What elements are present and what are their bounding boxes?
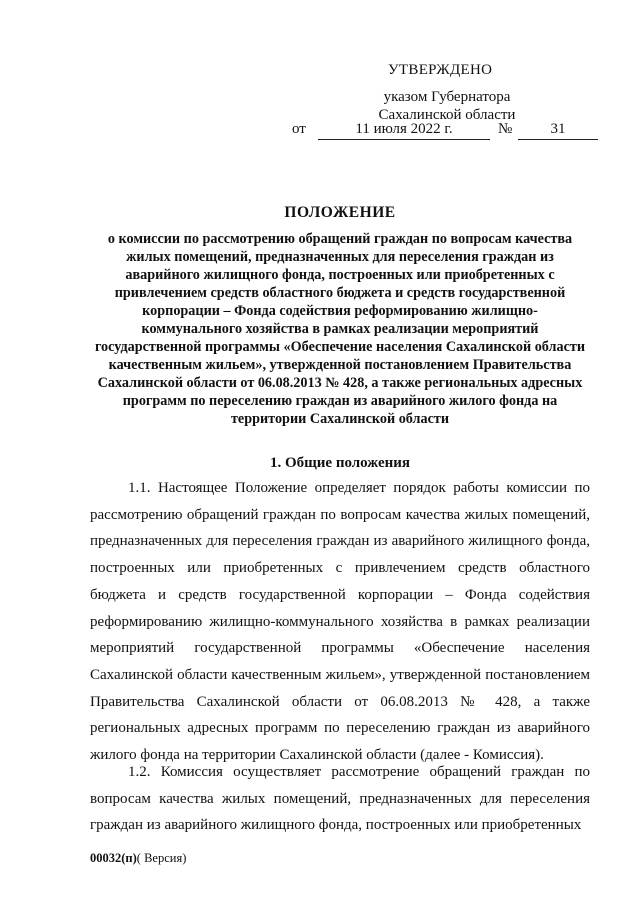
approval-stamp-title: УТВЕРЖДЕНО (388, 62, 493, 78)
document-subtitle: о комиссии по рассмотрению обращений граждан по вопросам качества жилых помещений, предназначенных для переселения граждан из аварийного жилищного фонда, построенных или приобретенных с привлечением средств областного бюджета и средств государственной корпорации – Фонда содействия реформированию жилищно-коммунального хозяйства в рамках реализации мероприятий государственной программы «Обеспечение населения Сахалинской области качественным жильем», утвержденной постановлением Правительства Сахалинской области от 06.08.2013 № 428, а также региональных адресных программ по переселению граждан из аварийного жилого фонда на территории Сахалинской области (94, 231, 586, 427)
footer-doc-code: 00032(п) (90, 851, 137, 865)
document-title: ПОЛОЖЕНИЕ (284, 204, 396, 221)
number-label: № (498, 121, 513, 137)
footer-version: ( Версия) (136, 851, 187, 865)
decree-number: 31 (518, 121, 598, 140)
decree-date-row (292, 121, 602, 141)
decree-date: 11 июля 2022 г. (318, 121, 490, 140)
footer-code (90, 851, 186, 866)
decree-line-2: Сахалинской области (378, 107, 516, 123)
decree-line-1: указом Губернатора (383, 89, 511, 105)
paragraph-1-1: 1.1. Настоящее Положение определяет порядок работы комиссии по рассмотрению обращений граждан по вопросам качества жилых помещений, предназначенных для переселения граждан из аварийного жилищного фонда, построенных или приобретенных с привлечением средств областного бюджета и средств государственной корпорации – Фонда содействия реформированию жилищно-коммунального хозяйства в рамках реализации мероприятий государственной программы «Обеспечение населения Сахалинской области качественным жильем», утвержденной постановлением Правительства Сахалинской области от 06.08.2013 № 428, а также региональных адресных программ по переселению граждан из аварийного жилого фонда на территории Сахалинской области (далее - Комиссия). (90, 480, 590, 764)
section-heading: 1. Общие положения (269, 455, 411, 471)
decree-reference (372, 88, 522, 124)
paragraph-1-2: 1.2. Комиссия осуществляет рассмотрение обращений граждан по вопросам качества жилых помещений, предназначенных для переселения граждан из аварийного жилищного фонда, построенных или приобретенных (90, 764, 590, 834)
from-label: от (292, 121, 306, 137)
